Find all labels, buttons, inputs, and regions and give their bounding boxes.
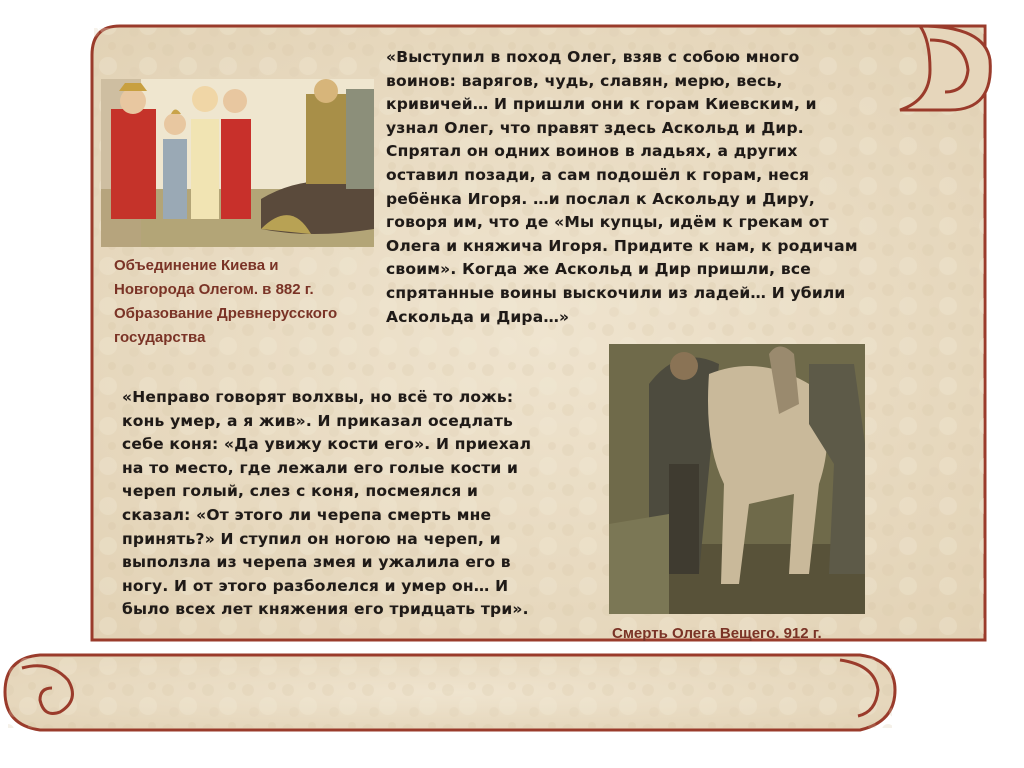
caption-line: государства [114, 329, 206, 346]
quote-line: ногу. И от этого разболелся и умер он… И [122, 576, 509, 595]
quote-oleg-death [122, 386, 592, 622]
quote-line: принять?» И ступил он ногою на череп, и [122, 529, 501, 548]
quote-line: на то место, где лежали его голые кости и [122, 458, 519, 477]
caption-line: Объединение Киева и [114, 257, 279, 274]
quote-line: Олега и княжича Игоря. Придите к нам, к родичам [386, 236, 858, 255]
quote-line: «Неправо говорят волхвы, но всё то ложь: [122, 388, 514, 406]
quote-line: выползла из черепа змея и ужалила его в [122, 553, 511, 572]
quote-line: ребёнка Игоря. …и послал к Аскольду и Диру, [386, 189, 815, 208]
quote-line: спрятанные воины выскочили из ладей… И убили [386, 283, 846, 302]
quote-line: сказал: «От этого ли черепа смерть мне [122, 505, 492, 524]
quote-line: себе коня: «Да увижу кости его». И приехал [122, 435, 532, 454]
quote-line: говоря им, что де «Мы купцы, идём к грекам от [386, 213, 829, 232]
quote-line: конь умер, а я жив». И приказал оседлать [122, 411, 514, 430]
caption-line: Образование Древнерусского [114, 305, 338, 322]
illustration-oleg-death [609, 344, 865, 614]
quote-line: «Выступил в поход Олег, взяв с собою много [386, 48, 800, 66]
quote-oleg-conquest [386, 46, 916, 329]
quote-line: Спрятал он одних воинов в ладьях, а других [386, 142, 798, 161]
quote-line: кривичей… И пришли они к горам Киевским, и [386, 95, 817, 114]
quote-line: Аскольда и Дира…» [386, 307, 570, 326]
quote-line: было всех лет княжения его тридцать три». [122, 600, 529, 619]
illustration-oleg-conquest [101, 79, 374, 247]
caption-oleg-conquest [114, 254, 394, 350]
quote-line: воинов: варягов, чудь, славян, мерю, весь, [386, 71, 783, 90]
quote-line: узнал Олег, что правят здесь Аскольд и Дир. [386, 118, 804, 137]
quote-line: оставил позади, а сам подошёл к горам, неся [386, 165, 810, 184]
quote-line: череп голый, слез с коня, посмеялся и [122, 482, 479, 501]
caption-oleg-death: Смерть Олега Вещего. 912 г. [612, 625, 822, 642]
caption-line: Новгорода Олегом. в 882 г. [114, 281, 314, 298]
quote-line: своим». Когда же Аскольд и Дир пришли, все [386, 260, 811, 279]
